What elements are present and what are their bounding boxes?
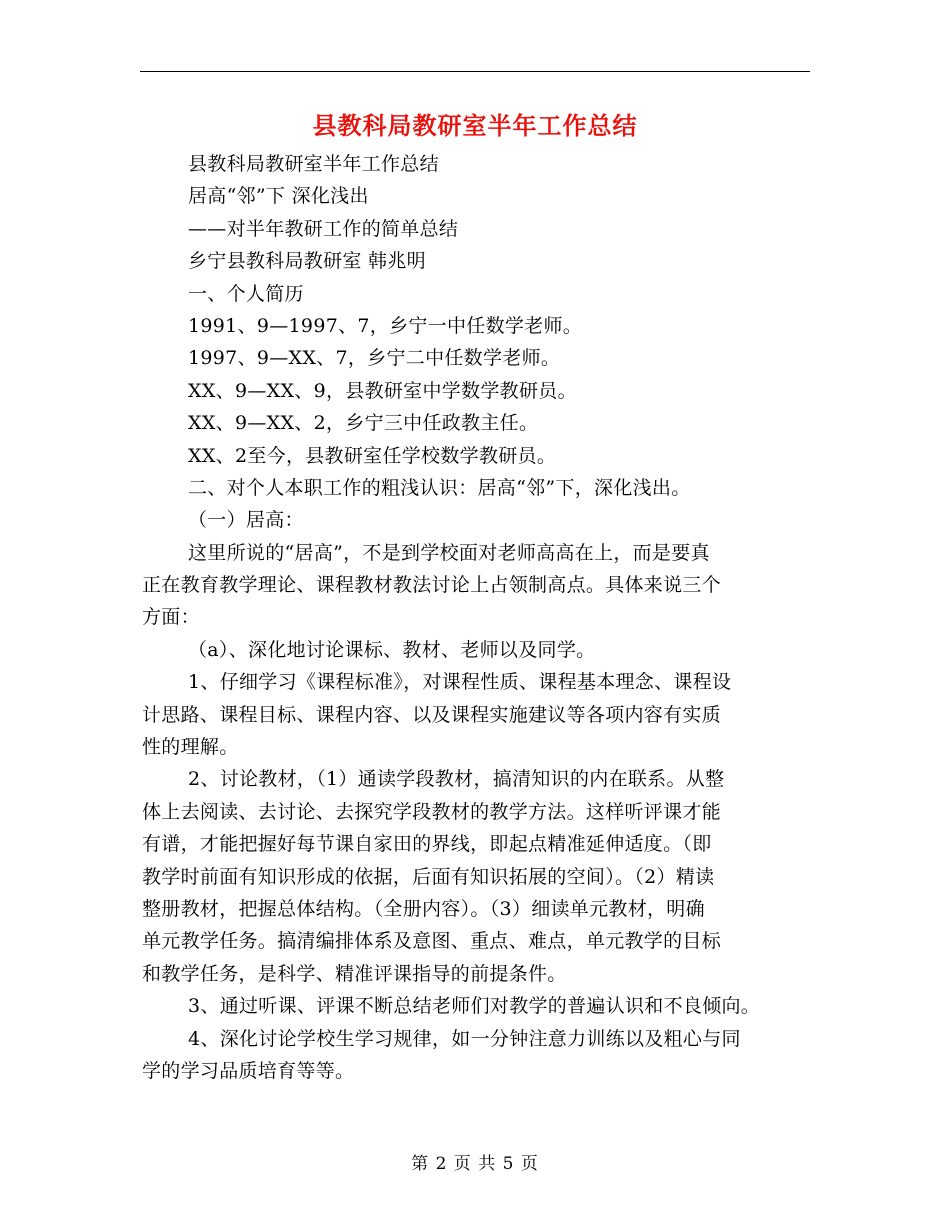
body-line: 1、仔细学习《课程标准》，对课程性质、课程基本理念、课程设 <box>188 671 732 694</box>
body-line: 体上去阅读、去讨论、去探究学段教材的教学方法。这样听评课才能 <box>142 800 722 823</box>
body-line: XX、9—XX、9，县教研室中学数学教研员。 <box>188 379 577 402</box>
body-line: 4、深化讨论学校生学习规律，如一分钟注意力训练以及粗心与同 <box>188 1027 741 1050</box>
body-line: 2、讨论教材，（1）通读学段教材，搞清知识的内在联系。从整 <box>188 768 725 791</box>
body-line: ——对半年教研工作的简单总结 <box>188 217 459 240</box>
body-line: （一）居高： <box>188 509 304 532</box>
body-line: 单元教学任务。搞清编排体系及意图、重点、难点，单元教学的目标 <box>142 930 722 953</box>
body-line: 有谱，才能把握好每节课自家田的界线，即起点精准延伸适度。（即 <box>142 833 712 856</box>
body-line: 正在教育教学理论、课程教材教法讨论上占领制高点。具体来说三个 <box>142 574 722 597</box>
body-line: 一、个人简历 <box>188 282 304 305</box>
page-number-footer: 第 2 页 共 5 页 <box>411 1154 539 1174</box>
body-line: 二、对个人本职工作的粗浅认识：居高“邻”下，深化浅出。 <box>188 476 691 499</box>
body-line: 和教学任务，是科学、精准评课指导的前提条件。 <box>142 962 567 985</box>
body-line: 学的学习品质培育等等。 <box>142 1059 355 1082</box>
body-line: 整册教材，把握总体结构。（全册内容）。（3）细读单元教材，明确 <box>142 897 705 920</box>
body-line: 教学时前面有知识形成的依据，后面有知识拓展的空间）。（2）精读 <box>142 865 715 888</box>
body-line: 计思路、课程目标、课程内容、以及课程实施建议等各项内容有实质 <box>142 703 722 726</box>
body-line: 方面： <box>142 606 200 629</box>
body-line: 1991、9—1997、7，乡宁一中任数学老师。 <box>188 314 583 337</box>
document-body <box>142 148 818 1087</box>
body-line: 居高“邻”下 深化浅出 <box>188 185 369 208</box>
body-line: 1997、9—XX、7，乡宁二中任数学老师。 <box>188 347 561 370</box>
body-line: 县教科局教研室半年工作总结 <box>188 153 439 175</box>
body-line: 性的理解。 <box>142 736 239 759</box>
body-line: 乡宁县教科局教研室 韩兆明 <box>188 250 426 273</box>
body-line: 3、通过听课、评课不断总结老师们对教学的普遍认识和不良倾向。 <box>188 995 761 1018</box>
body-line: XX、2至今，县教研室任学校数学教研员。 <box>188 444 557 467</box>
header-rule <box>140 71 810 72</box>
document-title: 县教科局教研室半年工作总结 <box>312 111 638 140</box>
body-line: （a）、深化地讨论课标、教材、老师以及同学。 <box>188 638 596 661</box>
body-line: XX、9—XX、2，乡宁三中任政教主任。 <box>188 412 539 435</box>
body-line: 这里所说的“居高”，不是到学校面对老师高高在上，而是要真 <box>188 541 710 564</box>
